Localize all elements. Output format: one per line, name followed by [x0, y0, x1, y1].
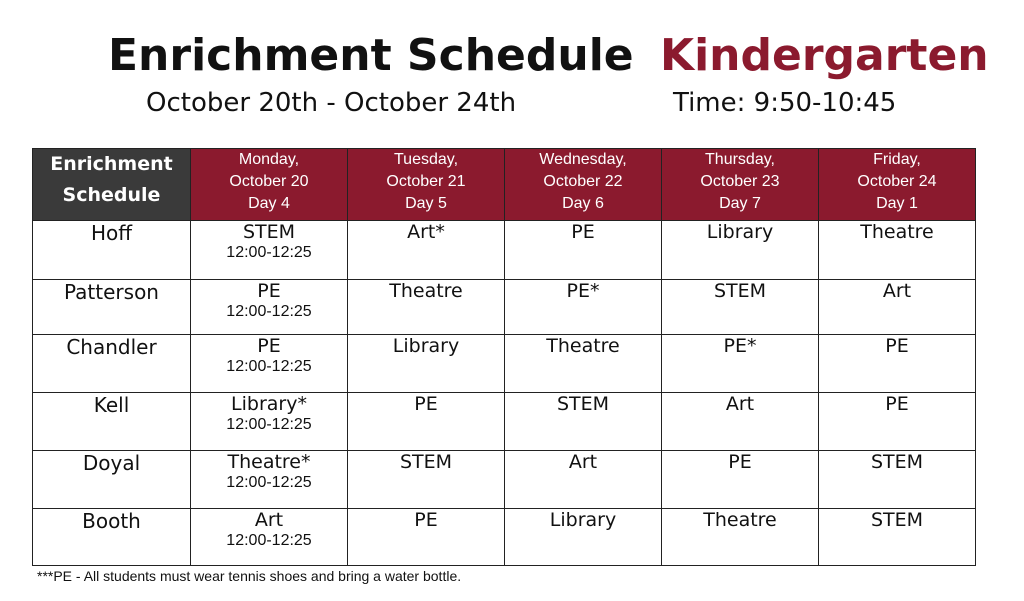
time-slot: 12:00-12:25	[226, 532, 312, 549]
subject-label: PE	[885, 335, 909, 357]
subject-label: PE	[257, 280, 281, 302]
schedule-cell	[191, 393, 348, 451]
footnote: ***PE - All students must wear tennis shoes and bring a water bottle.	[37, 568, 462, 584]
subject-label: PE	[885, 393, 909, 415]
subject-label: Library	[549, 509, 617, 531]
schedule-cell	[505, 451, 662, 509]
table-row	[33, 451, 976, 509]
schedule-cell	[191, 280, 348, 335]
subject-label: PE*	[566, 280, 600, 302]
schedule-cell	[505, 280, 662, 335]
subject-label: Library	[706, 221, 774, 243]
time-slot: 12:00-12:25	[226, 303, 312, 320]
schedule-cell	[505, 393, 662, 451]
time-slot: 12:00-12:25	[226, 244, 312, 261]
teacher-name: Chandler	[33, 335, 191, 393]
schedule-cell	[191, 335, 348, 393]
subject-label: Theatre	[546, 335, 620, 357]
table-row	[33, 335, 976, 393]
schedule-cell	[819, 221, 976, 280]
subject-label: Art	[254, 509, 284, 531]
day-header-thursday: Thursday, October 23 Day 7	[662, 149, 819, 221]
subject-label: Library*	[231, 393, 307, 415]
subject-label: PE	[728, 451, 752, 473]
schedule-cell	[505, 335, 662, 393]
subject-label: STEM	[242, 221, 296, 243]
time-slot: 12:00-12:25	[226, 474, 312, 491]
schedule-cell	[662, 221, 819, 280]
schedule-table	[32, 148, 976, 566]
day-header-tuesday: Tuesday, October 21 Day 5	[348, 149, 505, 221]
teacher-name: Patterson	[33, 280, 191, 335]
subject-label: PE	[257, 335, 281, 357]
schedule-cell	[819, 335, 976, 393]
subject-label: Theatre	[860, 221, 934, 243]
day-header-wednesday: Wednesday, October 22 Day 6	[505, 149, 662, 221]
time-slot: 12:00-12:25	[226, 416, 312, 433]
schedule-cell	[662, 335, 819, 393]
day-header-friday: Friday, October 24 Day 1	[819, 149, 976, 221]
grade-label: Kindergarten	[660, 30, 989, 81]
teacher-name: Doyal	[33, 451, 191, 509]
schedule-cell	[191, 221, 348, 280]
schedule-cell	[348, 221, 505, 280]
subject-label: Library	[392, 335, 460, 357]
subject-label: PE	[571, 221, 595, 243]
subject-label: Art	[725, 393, 755, 415]
schedule-cell	[505, 509, 662, 566]
corner-line-1: Enrichment	[50, 153, 173, 175]
subject-label: STEM	[399, 451, 453, 473]
schedule-cell	[662, 509, 819, 566]
subject-label: PE	[414, 393, 438, 415]
teacher-name: Kell	[33, 393, 191, 451]
schedule-cell	[662, 451, 819, 509]
schedule-cell	[348, 280, 505, 335]
subject-label: STEM	[556, 393, 610, 415]
teacher-name: Hoff	[33, 221, 191, 280]
subject-label: Art	[882, 280, 912, 302]
schedule-cell	[191, 451, 348, 509]
schedule-cell	[662, 393, 819, 451]
subject-label: PE*	[723, 335, 757, 357]
subject-label: Art	[568, 451, 598, 473]
subject-label: STEM	[870, 451, 924, 473]
table-row	[33, 280, 976, 335]
date-range: October 20th - October 24th	[146, 88, 517, 118]
schedule-cell	[348, 335, 505, 393]
subject-label: STEM	[713, 280, 767, 302]
schedule-cell	[662, 280, 819, 335]
table-row	[33, 509, 976, 566]
schedule-cell	[191, 509, 348, 566]
subject-label: PE	[414, 509, 438, 531]
subject-label: Theatre*	[227, 451, 311, 473]
schedule-cell	[348, 451, 505, 509]
time-range: Time: 9:50-10:45	[673, 88, 897, 118]
corner-header	[33, 149, 191, 221]
schedule-cell	[819, 509, 976, 566]
time-slot: 12:00-12:25	[226, 358, 312, 375]
schedule-cell	[819, 393, 976, 451]
subject-label: Theatre	[703, 509, 777, 531]
schedule-cell	[819, 280, 976, 335]
header-row	[33, 149, 976, 221]
table-row	[33, 393, 976, 451]
schedule-cell	[819, 451, 976, 509]
subject-label: Art*	[407, 221, 445, 243]
corner-line-2: Schedule	[62, 184, 161, 206]
day-header-monday: Monday, October 20 Day 4	[191, 149, 348, 221]
subject-label: Theatre	[389, 280, 463, 302]
subject-label: STEM	[870, 509, 924, 531]
teacher-name: Booth	[33, 509, 191, 566]
schedule-cell	[505, 221, 662, 280]
table-row	[33, 221, 976, 280]
schedule-cell	[348, 393, 505, 451]
page-title: Enrichment Schedule	[108, 30, 634, 81]
schedule-cell	[348, 509, 505, 566]
